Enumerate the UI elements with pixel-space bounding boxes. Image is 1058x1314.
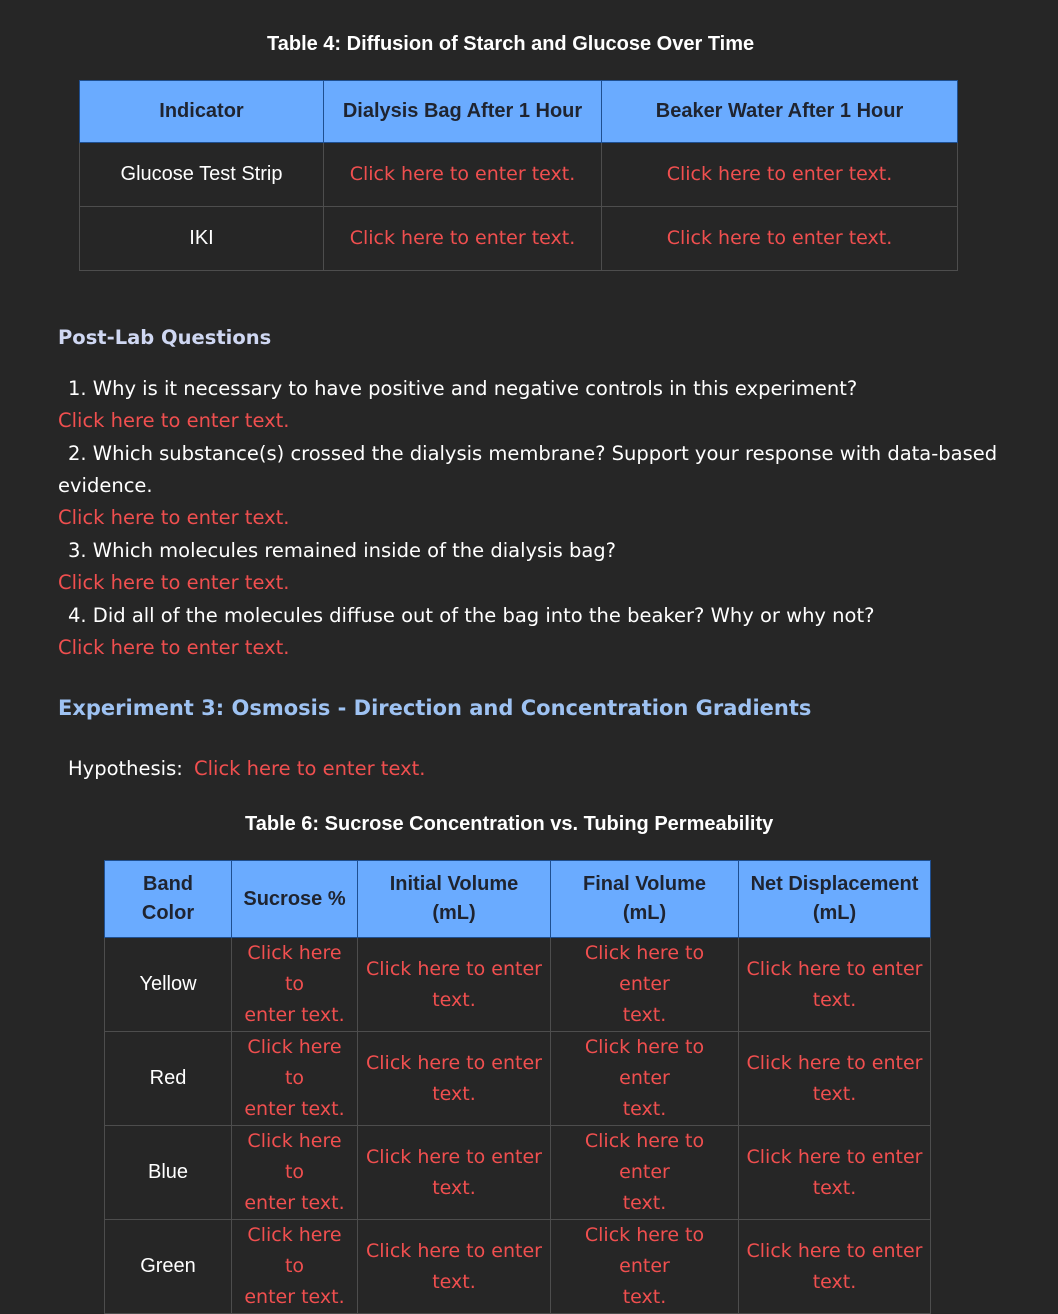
placeholder-text[interactable]: text. [432, 988, 476, 1011]
placeholder-text[interactable]: text. [622, 1192, 667, 1214]
header-line: Band [143, 873, 193, 895]
table4 [79, 80, 958, 271]
table-row [80, 143, 958, 207]
table6-header-row [105, 861, 931, 938]
hypothesis-label: Hypothesis: [68, 757, 183, 780]
table6-cell-input[interactable] [358, 938, 551, 1032]
table6-header-sucrose [232, 861, 358, 938]
table6-row-label: Red [105, 1032, 232, 1126]
answer-3-field[interactable]: Click here to enter text. [58, 571, 290, 594]
placeholder-text[interactable]: Click here to enter [746, 1239, 923, 1262]
placeholder-text[interactable]: Click here to [247, 1130, 342, 1183]
placeholder-text[interactable]: text. [432, 1082, 476, 1105]
table4-header-beaker-water: Beaker Water After 1 Hour [602, 81, 958, 143]
table4-header-indicator: Indicator [80, 81, 324, 143]
post-lab-heading: Post-Lab Questions [58, 326, 272, 349]
placeholder-text[interactable]: text. [622, 1004, 667, 1026]
placeholder-text[interactable]: Click here to enter [584, 1036, 705, 1089]
header-line: Color [141, 902, 195, 924]
table6-header-band-color [105, 861, 232, 938]
table6-header-initial-volume [358, 861, 551, 938]
table-row [80, 207, 958, 271]
question-2: 2. Which substance(s) crossed the dialysis membrane? Support your response with data-based [68, 442, 998, 465]
table-row [105, 938, 931, 1032]
answer-2-field[interactable]: Click here to enter text. [58, 506, 290, 529]
placeholder-text[interactable]: enter text. [244, 1098, 345, 1120]
table6 [104, 860, 931, 1314]
placeholder-text[interactable]: Click here to [247, 942, 342, 995]
hypothesis-field[interactable]: Click here to enter text. [194, 757, 426, 780]
placeholder-text[interactable]: Click here to enter [746, 1145, 923, 1168]
table6-cell-input[interactable] [358, 1220, 551, 1314]
placeholder-text[interactable]: Click here to enter text. [349, 227, 576, 249]
header-line: (mL) [432, 902, 476, 924]
table6-cell-input[interactable] [232, 1032, 358, 1126]
table4-header-row [80, 81, 958, 143]
placeholder-text[interactable]: text. [432, 1270, 476, 1293]
table6-cell-input[interactable] [739, 1126, 931, 1220]
table4-header-dialysis-bag: Dialysis Bag After 1 Hour [324, 81, 602, 143]
placeholder-text[interactable]: Click here to enter text. [666, 163, 893, 185]
header-line: Final Volume [583, 873, 706, 895]
placeholder-text[interactable]: text. [812, 988, 857, 1011]
table6-cell-input[interactable] [551, 938, 739, 1032]
question-1: 1. Why is it necessary to have positive and negative controls in this experiment? [68, 377, 858, 400]
table6-title: Table 6: Sucrose Concentration vs. Tubing Permeability [245, 813, 774, 835]
table6-cell-input[interactable] [739, 1032, 931, 1126]
header-line: Sucrose % [243, 887, 346, 910]
answer-1-field[interactable]: Click here to enter text. [58, 409, 290, 432]
placeholder-text[interactable]: Click here to [247, 1224, 342, 1277]
table4-cell-input[interactable] [324, 143, 602, 207]
table4-row-label: IKI [80, 207, 324, 271]
placeholder-text[interactable]: text. [812, 1176, 857, 1199]
table6-cell-input[interactable] [739, 1220, 931, 1314]
table6-cell-input[interactable] [551, 1032, 739, 1126]
header-line: Net Displacement [750, 873, 919, 895]
answer-4-field[interactable]: Click here to enter text. [58, 636, 290, 659]
experiment3-heading: Experiment 3: Osmosis - Direction and Concentration Gradients [58, 696, 812, 720]
table4-row-label: Glucose Test Strip [80, 143, 324, 207]
placeholder-text[interactable]: text. [812, 1270, 857, 1293]
placeholder-text[interactable]: Click here to enter [584, 1130, 705, 1183]
header-line: (mL) [622, 902, 667, 924]
table6-cell-input[interactable] [551, 1126, 739, 1220]
table6-header-final-volume [551, 861, 739, 938]
question-2-continuation: evidence. [58, 474, 153, 497]
placeholder-text[interactable]: Click here to enter [366, 1239, 542, 1262]
table6-row-label: Yellow [105, 938, 232, 1032]
table6-cell-input[interactable] [358, 1126, 551, 1220]
table6-cell-input[interactable] [739, 938, 931, 1032]
table-row [105, 1032, 931, 1126]
table6-header-net-displacement [739, 861, 931, 938]
question-4: 4. Did all of the molecules diffuse out of the bag into the beaker? Why or why not? [68, 604, 875, 627]
table4-cell-input[interactable] [602, 143, 958, 207]
placeholder-text[interactable]: Click here to enter [366, 1051, 542, 1074]
placeholder-text[interactable]: Click here to [247, 1036, 342, 1089]
table4-cell-input[interactable] [324, 207, 602, 271]
table-row [105, 1220, 931, 1314]
table-row [105, 1126, 931, 1220]
placeholder-text[interactable]: text. [812, 1082, 857, 1105]
question-3: 3. Which molecules remained inside of the dialysis bag? [68, 539, 617, 562]
placeholder-text[interactable]: enter text. [244, 1286, 345, 1308]
table4-title: Table 4: Diffusion of Starch and Glucose Over Time [267, 33, 755, 55]
header-line: Initial Volume [389, 873, 519, 895]
table6-cell-input[interactable] [551, 1220, 739, 1314]
placeholder-text[interactable]: text. [432, 1176, 476, 1199]
placeholder-text[interactable]: text. [622, 1286, 667, 1308]
placeholder-text[interactable]: Click here to enter [366, 1145, 542, 1168]
placeholder-text[interactable]: enter text. [244, 1004, 345, 1026]
placeholder-text[interactable]: text. [622, 1098, 667, 1120]
table4-cell-input[interactable] [602, 207, 958, 271]
header-line: (mL) [812, 902, 857, 924]
table6-cell-input[interactable] [358, 1032, 551, 1126]
placeholder-text[interactable]: Click here to enter text. [666, 227, 893, 249]
table6-cell-input[interactable] [232, 1220, 358, 1314]
placeholder-text[interactable]: Click here to enter text. [349, 163, 576, 185]
table6-row-label: Green [105, 1220, 232, 1314]
placeholder-text[interactable]: Click here to enter [746, 957, 923, 980]
table6-cell-input[interactable] [232, 938, 358, 1032]
placeholder-text[interactable]: Click here to enter [746, 1051, 923, 1074]
placeholder-text[interactable]: enter text. [244, 1192, 345, 1214]
table6-cell-input[interactable] [232, 1126, 358, 1220]
placeholder-text[interactable]: Click here to enter [584, 942, 705, 995]
placeholder-text[interactable]: Click here to enter [366, 957, 542, 980]
placeholder-text[interactable]: Click here to enter [584, 1224, 705, 1277]
table6-row-label: Blue [105, 1126, 232, 1220]
